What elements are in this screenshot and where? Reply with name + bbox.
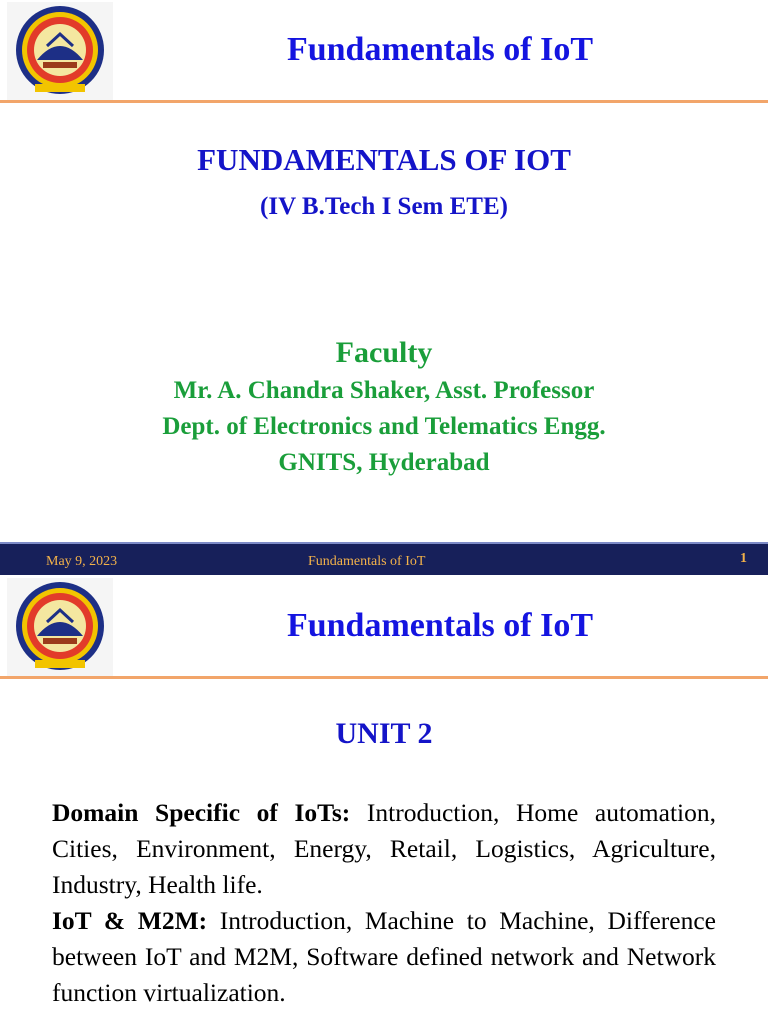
syllabus-topic-label: IoT & M2M:	[52, 906, 208, 935]
header-divider	[0, 100, 768, 103]
slide-header-title: Fundamentals of IoT	[286, 31, 594, 68]
slide-2	[0, 576, 768, 1024]
syllabus-topic-label: Domain Specific of IoTs:	[52, 798, 351, 827]
course-title: FUNDAMENTALS OF IOT	[197, 142, 571, 177]
footer-page-number: 1	[740, 551, 747, 566]
college-logo-icon	[7, 578, 113, 676]
syllabus-topic-text: Introduction, Home automation, Cities, Environment, Energy, Retail, Logistics, Agriculture, Industry, Health life.	[52, 798, 716, 899]
faculty-department: Dept. of Electronics and Telematics Engg.	[162, 413, 606, 440]
faculty-institution: GNITS, Hyderabad	[278, 449, 490, 476]
syllabus-topic-text: Introduction, Machine to Machine, Difference between IoT and M2M, Software defined network and Network function virtualization.	[52, 906, 716, 1007]
college-logo-icon	[7, 2, 113, 100]
footer-title: Fundamentals of IoT	[308, 554, 426, 569]
syllabus-paragraph	[52, 903, 716, 1011]
slide-footer	[0, 542, 768, 575]
slide-header-title: Fundamentals of IoT	[286, 607, 594, 644]
unit-syllabus	[52, 795, 716, 1011]
unit-title: UNIT 2	[335, 717, 433, 750]
header-divider	[0, 676, 768, 679]
footer-date: May 9, 2023	[46, 554, 118, 569]
faculty-heading: Faculty	[335, 336, 433, 369]
course-subtitle: (IV B.Tech I Sem ETE)	[260, 193, 508, 220]
faculty-name: Mr. A. Chandra Shaker, Asst. Professor	[173, 377, 595, 404]
syllabus-paragraph	[52, 795, 716, 903]
